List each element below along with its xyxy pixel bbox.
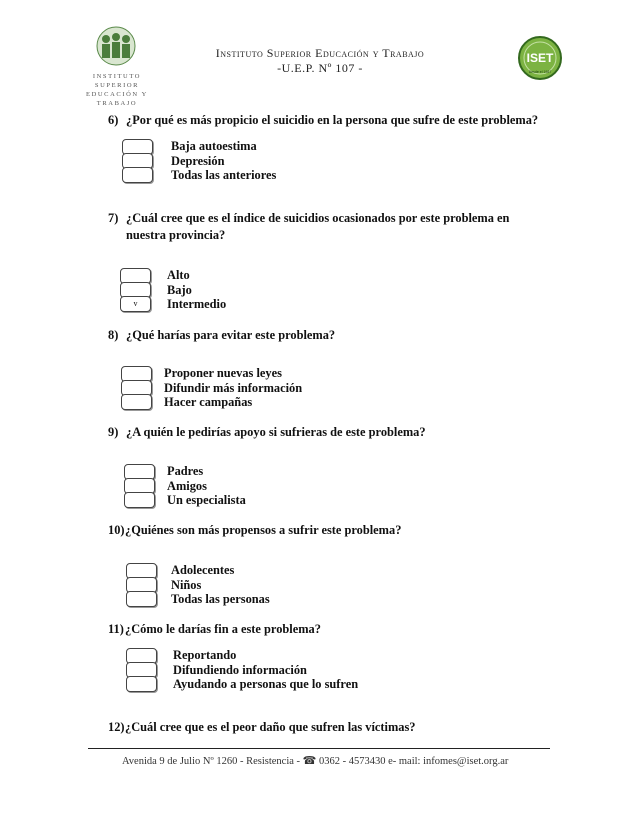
option-label: Reportando: [173, 648, 237, 662]
question-text: ¿Cuál cree que es el índice de suicidios ocasionados por este problema en: [126, 211, 510, 225]
question-text: ¿Cuál cree que es el peor daño que sufren las víctimas?: [125, 720, 416, 734]
option-label: Bajo: [167, 282, 192, 297]
question-7: [108, 210, 509, 244]
question-9: [108, 424, 426, 441]
checkbox-group-q6: [122, 139, 153, 181]
question-6: [108, 112, 538, 129]
question-text: ¿Quiénes son más propensos a sufrir este problema?: [125, 523, 402, 537]
option-label: Padres: [167, 464, 204, 478]
checkbox-group-q11: [126, 648, 157, 690]
institute-logo-left: [92, 26, 140, 66]
option-label: Amigos: [167, 478, 207, 493]
question-number: 9): [108, 425, 119, 439]
question-12: [108, 719, 416, 736]
option-label: Baja autoestima: [171, 139, 257, 153]
option-label: Todas las personas: [171, 592, 270, 606]
question-number: 11): [108, 622, 124, 636]
checkbox-group-q8: [121, 366, 152, 408]
question-10: [108, 522, 401, 539]
option-label: Adolecentes: [171, 563, 235, 577]
telephone-icon: ☎: [302, 755, 317, 767]
logo-left-caption: INSTITUTO SUPERIOR EDUCACIÓN Y TRABAJO: [86, 73, 148, 107]
question-text: ¿Qué harías para evitar este problema?: [126, 328, 336, 342]
checkbox-q8-3[interactable]: [121, 394, 152, 410]
options-q9: [167, 464, 246, 508]
checkbox-q10-3[interactable]: [126, 591, 157, 607]
option-label: Difundiendo información: [173, 662, 307, 677]
option-label: Difundir más información: [164, 380, 303, 395]
checkbox-q7-3[interactable]: v: [120, 296, 151, 312]
question-8: [108, 327, 335, 344]
option-label: Depresión: [171, 153, 225, 168]
options-q11: [173, 648, 358, 692]
iset-logo-text: ISET: [526, 51, 554, 65]
question-number: 8): [108, 328, 119, 342]
question-text: ¿Cómo le darías fin a este problema?: [125, 622, 321, 636]
question-text: ¿Por qué es más propicio el suicidio en la persona que sufre de este problema?: [126, 113, 539, 127]
question-11: [108, 621, 321, 638]
checkbox-group-q9: [124, 464, 155, 506]
question-number: 10): [108, 523, 125, 537]
option-label: Un especialista: [167, 493, 246, 507]
iset-logo: [515, 35, 565, 81]
iset-logo-subtext: Desde el 1987: [528, 70, 552, 74]
options-q6: [171, 139, 276, 183]
checkbox-q11-3[interactable]: [126, 676, 157, 692]
option-label: Intermedio: [167, 297, 227, 311]
institute-title: Instituto Superior Educación y Trabajo -U.E.P. Nº 107 -: [215, 46, 425, 75]
checkbox-group-q10: [126, 563, 157, 605]
options-q10: [171, 563, 270, 607]
footer-address: Avenida 9 de Julio Nº 1260 - Resistencia -: [122, 756, 303, 767]
options-q7: [167, 268, 226, 312]
footer-divider: [88, 748, 550, 749]
checkbox-q9-3[interactable]: [124, 492, 155, 508]
question-text-continued: nuestra provincia?: [126, 228, 226, 242]
question-text: ¿A quién le pedirías apoyo si sufrieras de este problema?: [126, 425, 426, 439]
footer-phone-email: 0362 - 4573430 e- mail: infomes@iset.org.ar: [316, 756, 509, 767]
option-label: Todas las anteriores: [171, 168, 277, 182]
question-number: 12): [108, 720, 125, 734]
option-label: Proponer nuevas leyes: [164, 366, 282, 380]
option-label: Ayudando a personas que lo sufren: [173, 677, 359, 691]
checkbox-q6-3[interactable]: [122, 167, 153, 183]
option-label: Alto: [167, 268, 190, 282]
checkbox-group-q7: [120, 268, 151, 310]
option-label: Niños: [171, 577, 202, 592]
question-number: 7): [108, 211, 119, 225]
footer-contact: [122, 754, 542, 767]
option-label: Hacer campañas: [164, 395, 253, 409]
question-number: 6): [108, 113, 119, 127]
options-q8: [164, 366, 302, 410]
